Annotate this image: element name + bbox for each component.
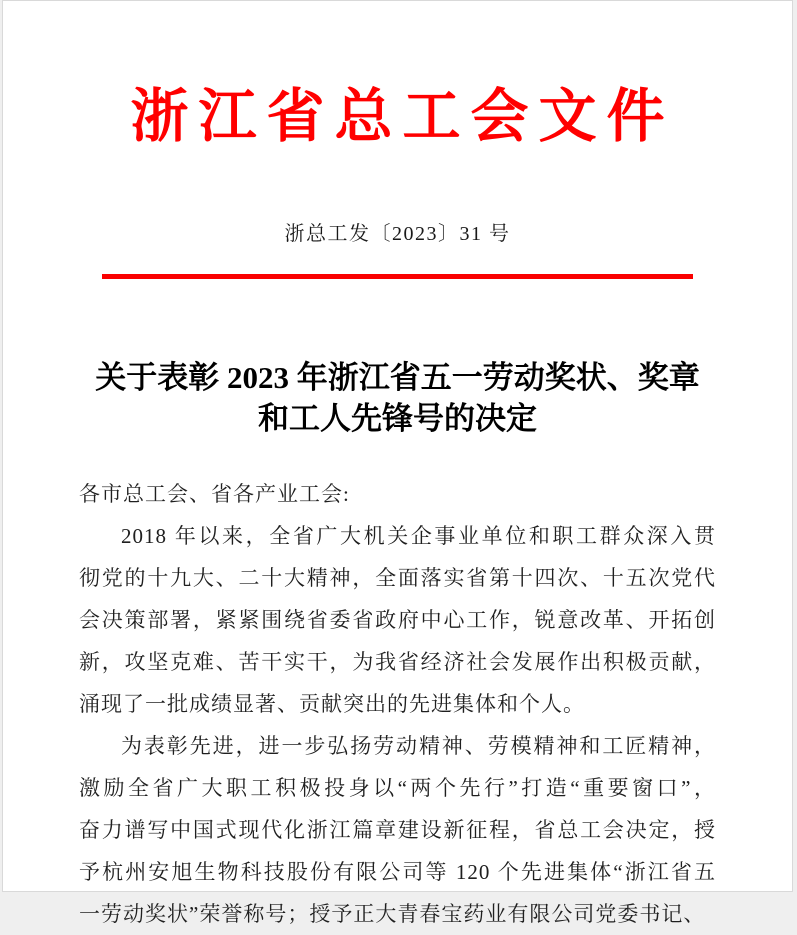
document-title-line2: 和工人先锋号的决定	[258, 401, 537, 436]
paragraph-line: 新，攻坚克难、苦干实干，为我省经济社会发展作出积极贡献，	[79, 650, 716, 674]
document-page	[2, 0, 793, 926]
paragraph-line: 激励全省广大职工积极投身以“两个先行”打造“重要窗口”，	[79, 776, 716, 800]
paragraph-1	[79, 515, 716, 725]
red-divider-rule	[102, 274, 693, 279]
paragraph-2	[79, 725, 716, 935]
paragraph-line: 彻党的十九大、二十大精神，全面落实省第十四次、十五次党代	[79, 566, 716, 590]
salutation-line: 各市总工会、省各产业工会:	[79, 482, 350, 506]
paragraph-line: 会决策部署，紧紧围绕省委省政府中心工作，锐意改革、开拓创	[79, 608, 716, 632]
paragraph-line: 予杭州安旭生物科技股份有限公司等 120 个先进集体“浙江省五	[79, 860, 716, 884]
document-number: 浙总工发〔2023〕31 号	[284, 223, 511, 245]
paragraph-line: 为表彰先进，进一步弘扬劳动精神、劳模精神和工匠精神，	[121, 734, 716, 758]
document-title	[3, 357, 792, 439]
paragraph-line: 2018 年以来，全省广大机关企事业单位和职工群众深入贯	[121, 524, 716, 548]
document-title-line1: 关于表彰 2023 年浙江省五一劳动奖状、奖章	[95, 360, 700, 395]
letterhead-title: 浙江省总工会文件	[130, 84, 675, 149]
document-body	[79, 473, 716, 935]
paragraph-line: 涌现了一批成绩显著、贡献突出的先进集体和个人。	[79, 692, 585, 716]
paragraph-line: 一劳动奖状”荣誉称号；授予正大青春宝药业有限公司党委书记、	[79, 902, 706, 926]
paragraph-line: 奋力谱写中国式现代化浙江篇章建设新征程，省总工会决定，授	[79, 818, 716, 842]
